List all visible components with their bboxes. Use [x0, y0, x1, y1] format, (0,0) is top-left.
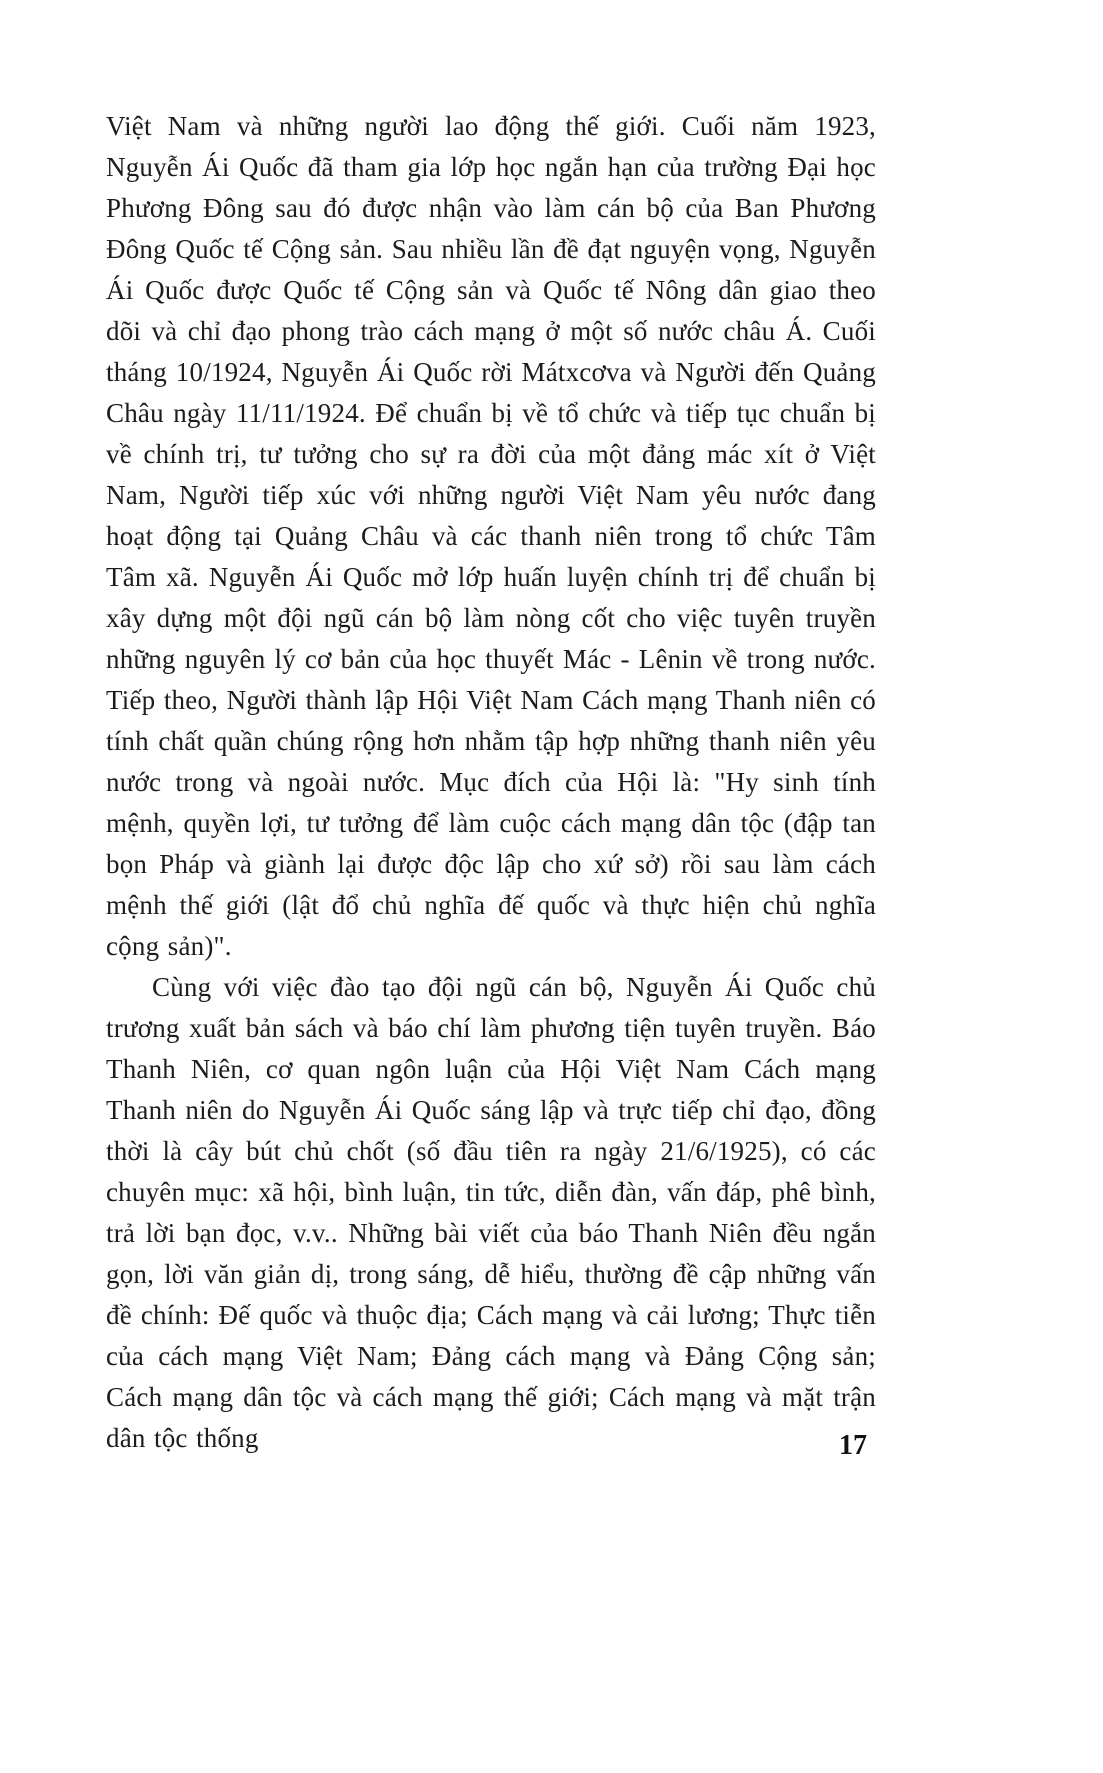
page-text [106, 106, 876, 1459]
page-number: 17 [839, 1430, 867, 1461]
paragraph-2: Cùng với việc đào tạo đội ngũ cán bộ, Nguyễn Ái Quốc chủ trương xuất bản sách và báo chí làm phương tiện tuyên truyền. Báo Thanh Niên, cơ quan ngôn luận của Hội Việt Nam Cách mạng Thanh niên do Nguyễn Ái Quốc sáng lập và trực tiếp chỉ đạo, đồng thời là cây bút chủ chốt (số đầu tiên ra ngày 21/6/1925), có các chuyên mục: xã hội, bình luận, tin tức, diễn đàn, vấn đáp, phê bình, trả lời bạn đọc, v.v.. Những bài viết của báo Thanh Niên đều ngắn gọn, lời văn giản dị, trong sáng, dễ hiểu, thường đề cập những vấn đề chính: Đế quốc và thuộc địa; Cách mạng và cải lương; Thực tiễn của cách mạng Việt Nam; Đảng cách mạng và Đảng Cộng sản; Cách mạng dân tộc và cách mạng thế giới; Cách mạng và mặt trận dân tộc thống [106, 972, 876, 1453]
paragraph-1: Việt Nam và những người lao động thế giới. Cuối năm 1923, Nguyễn Ái Quốc đã tham gia lớp học ngắn hạn của trường Đại học Phương Đông sau đó được nhận vào làm cán bộ của Ban Phương Đông Quốc tế Cộng sản. Sau nhiều lần đề đạt nguyện vọng, Nguyễn Ái Quốc được Quốc tế Cộng sản và Quốc tế Nông dân giao theo dõi và chỉ đạo phong trào cách mạng ở một số nước châu Á. Cuối tháng 10/1924, Nguyễn Ái Quốc rời Mátxcơva và Người đến Quảng Châu ngày 11/11/1924. Để chuẩn bị về tổ chức và tiếp tục chuẩn bị về chính trị, tư tưởng cho sự ra đời của một đảng mác xít ở Việt Nam, Người tiếp xúc với những người Việt Nam yêu nước đang hoạt động tại Quảng Châu và các thanh niên trong tổ chức Tâm Tâm xã. Nguyễn Ái Quốc mở lớp huấn luyện chính trị để chuẩn bị xây dựng một đội ngũ cán bộ làm nòng cốt cho việc tuyên truyền những nguyên lý cơ bản của học thuyết Mác - Lênin về trong nước. Tiếp theo, Người thành lập Hội Việt Nam Cách mạng Thanh niên có tính chất quần chúng rộng hơn nhằm tập hợp những thanh niên yêu nước trong và ngoài nước. Mục đích của Hội là: "Hy sinh tính mệnh, quyền lợi, tư tưởng để làm cuộc cách mạng dân tộc (đập tan bọn Pháp và giành lại được độc lập cho xứ sở) rồi sau làm cách mệnh thế giới (lật đổ chủ nghĩa đế quốc và thực hiện chủ nghĩa cộng sản)". [106, 111, 876, 961]
